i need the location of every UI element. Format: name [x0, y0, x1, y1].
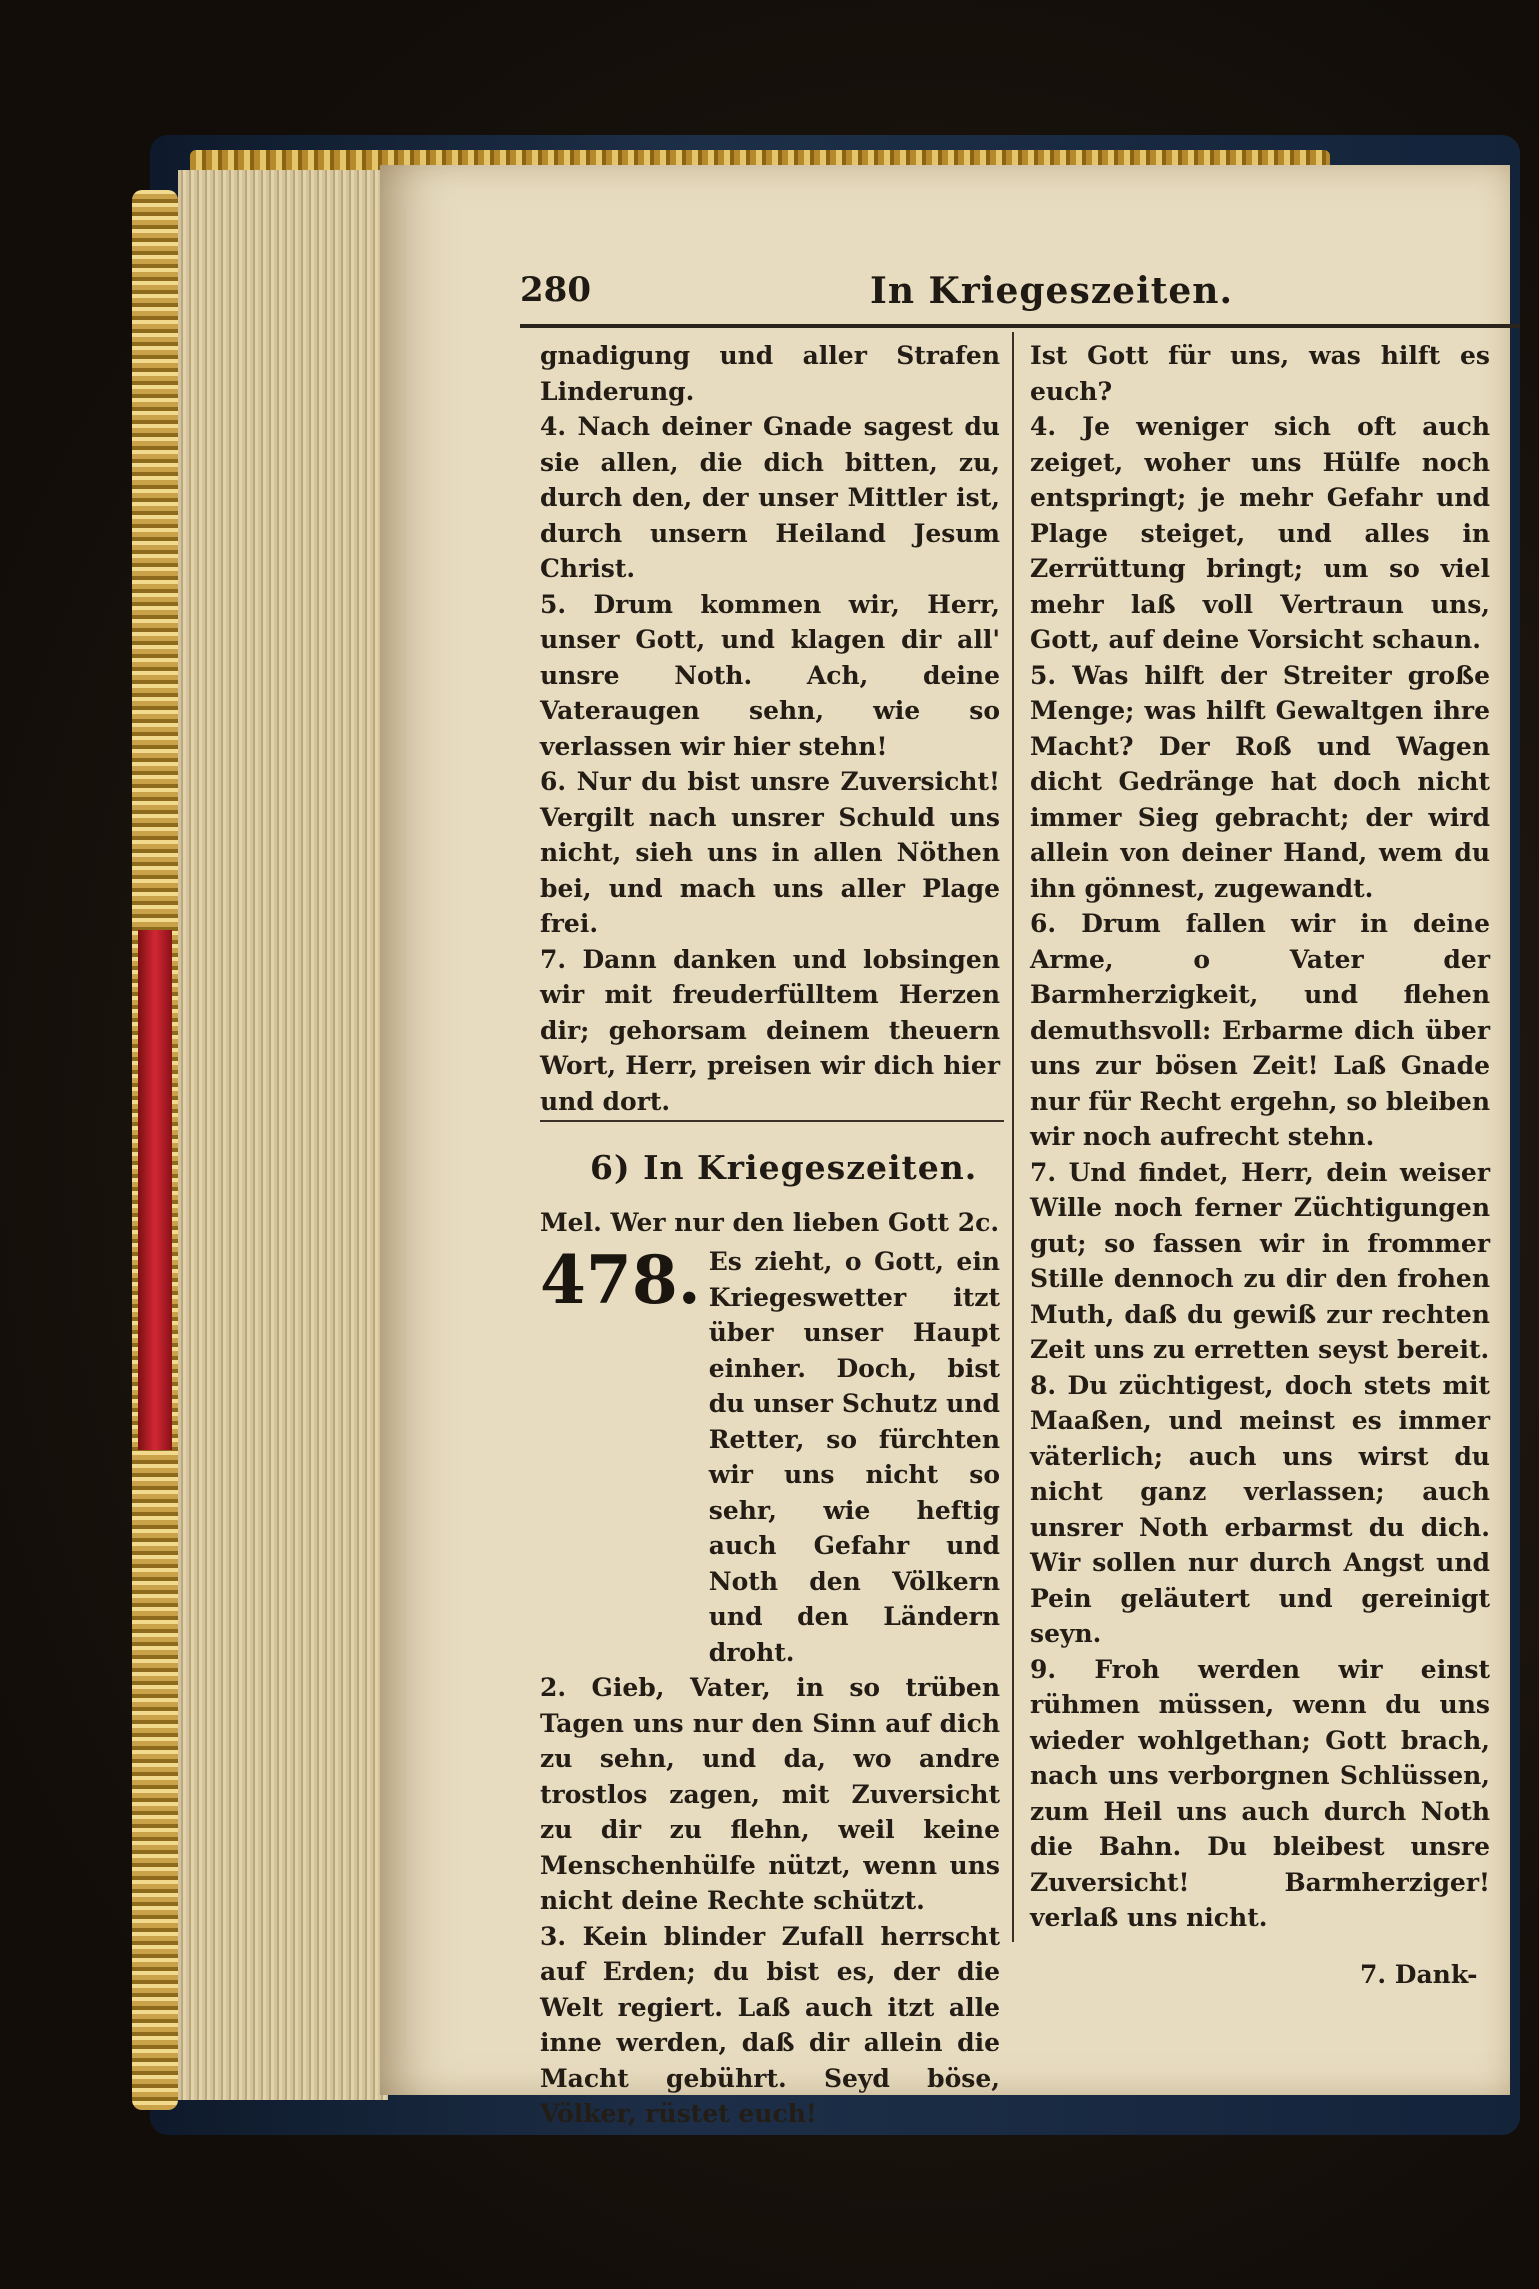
- right-paragraph-3: 5. Was hilft der Streiter große Menge; was hilft Gewaltgen ihre Macht? Der Roß und Wagen dicht Gedränge hat doch nicht immer Sieg gebracht; der wird allein von deiner Hand, wem du ihn gönnest, zugewandt.: [1030, 660, 1490, 903]
- left-column: [540, 338, 1000, 1119]
- right-paragraph-6: 8. Du züchtigest, doch stets mit Maaßen, und meinst es immer väterlich; auch uns wirst du nicht ganz verlassen; auch unsrer Noth erbarmst du dich. Wir sollen nur durch Angst und Pein geläutert und gereinigt seyn.: [1030, 1370, 1490, 1648]
- running-title: In Kriegeszeiten.: [870, 270, 1233, 312]
- ribbon-bookmark: [138, 930, 172, 1450]
- left-paragraph-5: 7. Dann danken und lobsingen wir mit freuderfülltem Herzen dir; gehorsam deinem theuern Wort, Herr, preisen wir dich hier und dort.: [540, 944, 1000, 1116]
- hymn-number: 478.: [540, 1241, 701, 1319]
- left-paragraph-1: gnadigung und aller Strafen Linderung.: [540, 341, 1000, 406]
- left-paragraph-3: 5. Drum kommen wir, Herr, unser Gott, und klagen dir all' unsre Noth. Ach, deine Vateraugen sehn, wie so verlassen wir hier stehn!: [540, 589, 1000, 761]
- section-heading: 6) In Kriegeszeiten.: [590, 1148, 978, 1187]
- left-paragraph-2: 4. Nach deiner Gnade sagest du sie allen, die dich bitten, zu, durch den, der unser Mittler ist, durch unsern Heiland Jesum Christ.: [540, 412, 1000, 583]
- hymn-478: [540, 1241, 1000, 2132]
- hymn-first-stanza: Es zieht, o Gott, ein Kriegeswetter itzt über unser Haupt einher. Doch, bist du unser Schutz und Retter, so fürchten wir uns nicht so sehr, wie heftig auch Gefahr und Noth den Völkern und den Ländern droht.: [708, 1247, 1000, 1667]
- column-divider: [1012, 332, 1014, 1942]
- right-column: [1030, 338, 1490, 1936]
- right-paragraph-4: 6. Drum fallen wir in deine Arme, o Vater der Barmherzigkeit, und flehen demuthsvoll: Erbarme dich über uns zur bösen Zeit! Laß Gnade nur für Recht ergehn, so bleiben wir noch aufrecht stehn.: [1030, 909, 1490, 1151]
- right-paragraph-1: Ist Gott für uns, was hilft es euch?: [1030, 341, 1490, 406]
- hymn-stanza-2: 2. Gieb, Vater, in so trüben Tagen uns nur den Sinn auf dich zu sehn, und da, wo andre trostlos zagen, mit Zuversicht zu dir zu flehn, weil keine Menschenhülfe nützt, wenn uns nicht deine Rechte schützt.: [540, 1673, 1000, 1915]
- hymn-start: [540, 1241, 1000, 1670]
- page-header: [520, 270, 1520, 326]
- left-paragraph-4: 6. Nur du bist unsre Zuversicht! Vergilt nach unsrer Schuld uns nicht, sieh uns in allen Nöthen bei, und mach uns aller Plage frei.: [540, 767, 1000, 938]
- page-number: 280: [520, 270, 591, 310]
- catchword: 7. Dank-: [1360, 1960, 1478, 1989]
- right-paragraph-5: 7. Und findet, Herr, dein weiser Wille noch ferner Züchtigungen gut; so fassen wir in frommer Stille dennoch zu dir den frohen Muth, daß du gewiß zur rechten Zeit uns zu erretten seyst bereit.: [1030, 1157, 1490, 1364]
- section-rule: [540, 1120, 1004, 1122]
- melody-line: Mel. Wer nur den lieben Gott 2c.: [540, 1208, 1000, 1237]
- right-paragraph-2: 4. Je weniger sich oft auch zeiget, woher uns Hülfe noch entspringt; je mehr Gefahr und Plage steiget, und alles in Zerrüttung bringt; um so viel mehr laß voll Vertraun uns, Gott, auf deine Vorsicht schaun.: [1030, 412, 1490, 654]
- right-paragraph-7: 9. Froh werden wir einst rühmen müssen, wenn du uns wieder wohlgethan; Gott brach, nach uns verborgnen Schlüssen, zum Heil uns auch durch Noth die Bahn. Du bleibest unsre Zuversicht! Barmherziger! verlaß uns nicht.: [1030, 1654, 1490, 1932]
- page-edges: [178, 170, 388, 2100]
- header-rule: [520, 324, 1520, 328]
- hymn-stanza-3: 3. Kein blinder Zufall herrscht auf Erden; du bist es, der die Welt regiert. Laß auch itzt alle inne werden, daß dir allein die Macht gebührt. Seyd böse, Völker, rüstet euch!: [540, 1921, 1000, 2128]
